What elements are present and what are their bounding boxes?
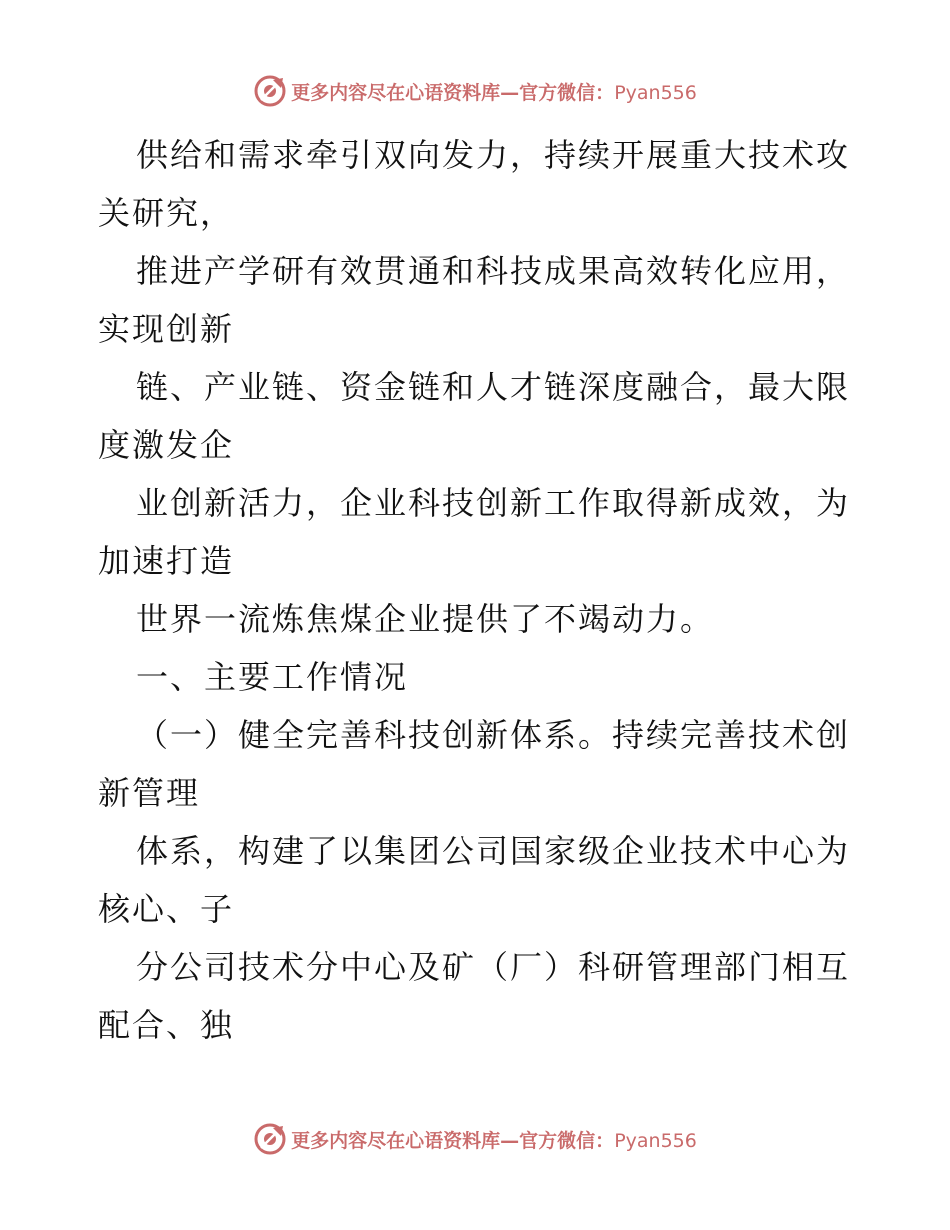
banner-site-text: 更多内容尽在心语资料库 (291, 81, 501, 104)
text-line: 业创新活力，企业科技创新工作取得新成效，为 (136, 484, 851, 522)
banner-handle: Pyan556 (614, 1129, 697, 1152)
text-line: 新管理 (98, 774, 201, 812)
text-line: 配合、独 (98, 1006, 235, 1044)
text-line: 实现创新 (98, 310, 235, 348)
brand-logo-icon (253, 74, 287, 108)
banner-dash: — (500, 1129, 520, 1152)
document-body (98, 126, 858, 1054)
text-line: 加速打造 (98, 542, 235, 580)
text-line: 推进产学研有效贯通和科技成果高效转化应用， (136, 252, 851, 290)
brand-logo-icon (253, 1122, 287, 1156)
banner-official-text: 官方微信： (519, 81, 615, 104)
text-line: （一）健全完善科技创新体系。持续完善技术创 (136, 716, 851, 754)
footer-banner (0, 1119, 950, 1159)
text-line: 体系，构建了以集团公司国家级企业技术中心为 (136, 832, 851, 870)
text-line: 关研究， (98, 194, 235, 232)
text-line: 度激发企 (98, 426, 235, 464)
banner-official-text: 官方微信： (519, 1129, 615, 1152)
header-banner (0, 71, 950, 111)
banner-site-text: 更多内容尽在心语资料库 (291, 1129, 501, 1152)
section-heading: 一、主要工作情况 (136, 658, 409, 696)
text-line: 核心、子 (98, 890, 235, 928)
text-line: 分公司技术分中心及矿（厂）科研管理部门相互 (136, 948, 851, 986)
banner-dash: — (500, 81, 520, 104)
banner-handle: Pyan556 (614, 81, 697, 104)
text-line: 世界一流炼焦煤企业提供了不竭动力。 (136, 600, 715, 638)
text-line: 链、产业链、资金链和人才链深度融合，最大限 (136, 368, 851, 406)
text-line: 供给和需求牵引双向发力，持续开展重大技术攻 (136, 136, 851, 174)
